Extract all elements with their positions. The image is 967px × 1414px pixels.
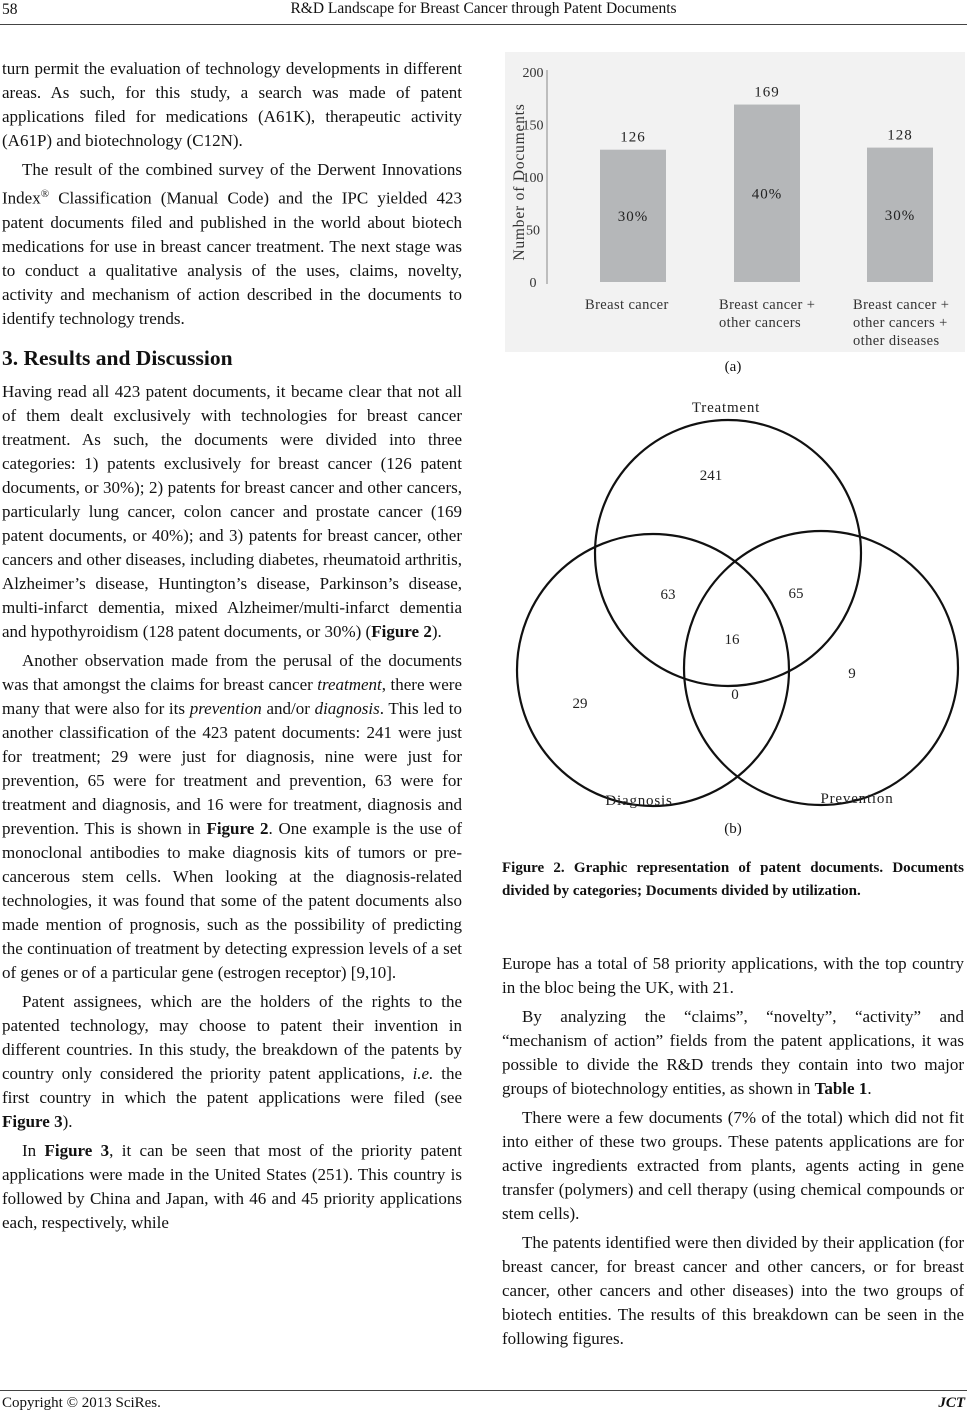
text-run: The result of the combined survey of the Derwent Innovations Index [2,160,462,208]
figure-caption: Figure 2. Graphic representation of patent documents. Documents divided by categories; Documents divided by utilization. [502,860,964,899]
bar-percent-label: 30% [617,208,649,225]
header-rule [0,24,967,25]
registered-mark: ® [40,188,50,200]
footer-rule [0,1390,967,1391]
region-diagnosis-prevention: 0 [731,687,739,703]
figure-reference[interactable]: Figure 2 [206,818,269,838]
y-tick-label: 200 [522,66,544,81]
figure-reference[interactable]: Figure 2 [371,621,432,641]
text-run: . One example is the use of monoclonal antibodies to make diagnosis kits of tumors or pre-cancerous stem cells. When looking at the diagnosis-related technologies, it was found that some of the patent documents also made mention of prognosis, such as the possibility of predicting the continuation of treatment by detecting expression levels of a set of genes or of a particular gene (estrogen receptor) [9,10]. [2,818,462,982]
diagnosis-circle [517,534,789,806]
paragraph: Europe has a total of 58 priority applications, with the top country in the bloc being the UK, with 21. [502,954,964,997]
bar-chart-figure [505,52,965,352]
emphasis: prevention [189,698,262,718]
subfigure-label-a: (a) [724,359,742,375]
text-run: By analyzing the “claims”, “novelty”, “activity” and “mechanism of action” fields from the patent applications, it was possible to divide the R&D trends they contain into two major groups of biotechnology entities, as shown in [502,1007,964,1098]
region-treatment-only: 241 [699,468,723,484]
table-reference[interactable]: Table 1 [814,1079,868,1098]
x-tick-label: other diseases [853,333,940,349]
y-tick-label: 0 [529,276,537,291]
region-diagnosis-only: 29 [572,696,588,712]
bar-value-label: 126 [620,129,646,146]
region-all-three: 16 [724,632,740,648]
figure-reference[interactable]: Figure 3 [44,1140,110,1160]
text-run: . This led to another classification of the 423 patent documents: 241 were just for treatment; 29 were just for diagnosis, nine were just for prevention, 65 were for treatment and prevention, 63 were for treatment and diagnosis, and 16 were for treatment, diagnosis and prevention. This is shown in [2,698,462,838]
y-tick-label: 50 [526,223,540,239]
paragraph [2,990,462,1134]
x-tick-label: Breast cancer + [719,297,816,313]
paragraph [2,158,462,331]
venn-diagram-figure [505,390,965,815]
paragraph: The patents identified were then divided by their application (for breast cancer, for breast cancer and other cancers, or for breast cancer, other cancers and other diseases) into the two groups of biotech entities. The results of this breakdown can be seen in the following figures. [502,1233,964,1348]
emphasis: diagnosis [314,698,380,718]
right-column [502,952,964,1356]
text-run: Having read all 423 patent documents, it became clear that not all of them dealt exclusively with technologies for breast cancer treatment. As such, the documents were divided into three categories: 1) patents exclusively for breast cancer (126 patent documents, or 30%); 2) patents for breast cancer and other cancers, particularly lung cancer, colon cancer and prostate cancer (169 patent documents, or 40%); and 3) patents for breast cancer, other cancers and other diseases, including diabetes, rheumatoid arthritis, Alzheimer’s disease, Huntington’s disease, Parkinson’s disease, multi-infarct dementia, mixed Alzheimer/multi-infarct dementia and hypothyroidism (128 patent documents, or 30%) ( [2,381,462,641]
text-run: , there were many that were also for its [2,674,462,718]
x-tick-labels [585,297,949,349]
bar-chart [505,52,965,352]
text-run: , it can be seen that most of the priority patent applications were made in the United States (251). This country is followed by China and Japan, with 46 and 45 priority applications each, respectively, while [2,1140,462,1232]
text-run: and/or [261,698,315,718]
venn-diagram [505,390,965,815]
figure-reference[interactable]: Figure 3 [2,1111,63,1131]
paragraph [2,380,462,644]
copyright-notice: Copyright © 2013 SciRes. [2,1395,161,1411]
page-header [0,0,967,22]
treatment-label: Treatment [691,400,761,416]
y-tick-label: 150 [522,118,544,134]
y-axis-title: Number of Documents [511,103,528,261]
text-run: the first country in which the patent applications were filed (see [2,1063,462,1107]
bar-percent-label: 30% [884,207,916,224]
emphasis: treatment [317,674,382,694]
section-heading: 3. Results and Discussion [2,345,233,370]
region-treatment-prevention: 65 [788,586,804,602]
text-run: ). [431,621,442,641]
journal-abbrev: JCT [938,1395,965,1411]
paragraph: turn permit the evaluation of technology developments in different areas. As such, for this study, a search was made of patent applications filed for medications (A61K), therapeutic activity (A61P) and biotechnology (C12N). [2,59,462,150]
bars [600,85,933,282]
bar-value-label: 169 [754,84,780,101]
paragraph [2,649,462,985]
bar-value-label: 128 [887,127,913,144]
left-column [2,57,462,1240]
text-run: . [867,1079,872,1098]
region-treatment-diagnosis: 63 [660,587,676,603]
running-title: R&D Landscape for Breast Cancer through Patent Documents [290,0,677,17]
page-number: 58 [2,1,18,18]
x-tick-label: Breast cancer + [853,297,950,313]
diagnosis-label: Diagnosis [605,793,673,809]
bar-percent-label: 40% [751,186,783,203]
paragraph: There were a few documents (7% of the total) which did not fit into either of these two groups. These patents applications are for active ingredients extracted from plants, agents acting in gene transfer (polymers) and cell therapy (using chemical compounds or stem cells). [502,1108,964,1223]
text-run: Classification (Manual Code) and the IPC yielded 423 patent documents filed and published in the world about biotech medications for use in breast cancer treatment. The next stage was to conduct a qualitative analysis of the uses, claims, novelty, activity and mechanism of action described in the documents to identify technology trends. [2,188,462,328]
text-run: ). [62,1111,73,1131]
x-tick-label: other cancers + [853,315,948,331]
x-tick-label: Breast cancer [585,297,669,313]
text-run: Another observation made from the perusal of the documents was that amongst the claims for breast cancer [2,650,462,694]
region-prevention-only: 9 [848,666,856,682]
prevention-label: Prevention [820,791,894,807]
text-run: Patent assignees, which are the holders of the rights to the patented technology, may choose to patent their invention in different countries. In this study, the breakdown of the patents by country only considered the priority patent applications, [2,991,462,1083]
emphasis: i.e. [412,1063,434,1083]
y-tick-label: 100 [522,171,544,186]
x-tick-label: other cancers [719,315,802,331]
paragraph [2,1139,462,1235]
text-run: In [22,1140,45,1160]
subfigure-label-b: (b) [724,821,742,837]
prevention-circle [684,531,958,805]
paragraph [502,1005,964,1101]
